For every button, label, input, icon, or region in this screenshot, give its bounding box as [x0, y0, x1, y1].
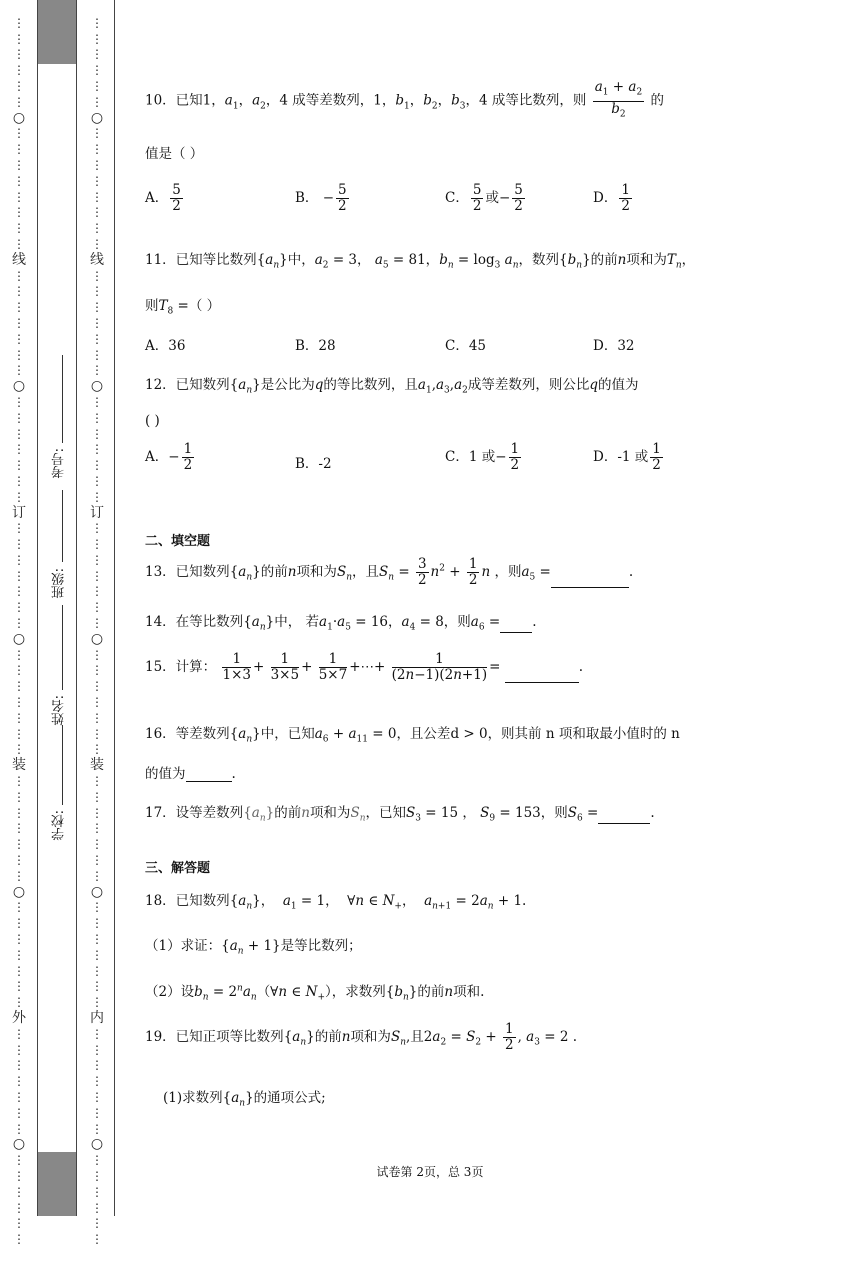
outer-dotted-line: ⋮ ⋮ ⋮ ⋮ ⋮ ⋮ ○ ⋮ ⋮ ⋮ ⋮ ⋮ ⋮ ⋮ ⋮ 线 ⋮ ⋮ ⋮ ⋮ ⋮ ⋮ ⋮ ○ ⋮ ⋮ ⋮ ⋮ ⋮ ⋮ ⋮ 订 ⋮ ⋮ ⋮ ⋮ ⋮ ⋮ ⋮ ○ ⋮ ⋮ ⋮ ⋮ ⋮ ⋮ ⋮ 装 ⋮ ⋮ ⋮ ⋮ ⋮ ⋮ ⋮ ○ ⋮ ⋮ ⋮ ⋮ ⋮ ⋮ ⋮ 外 ⋮ ⋮ ⋮ ⋮ ⋮ ⋮ ⋮ ○ ⋮ ⋮ ⋮ ⋮ ⋮ ⋮: [12, 15, 26, 1247]
q11-option-b: B．28: [295, 338, 336, 354]
field-exam-no: 考号:: [52, 448, 67, 479]
question-16-line2: 的值为 .: [145, 766, 236, 782]
margin-band-bottom: [38, 1152, 76, 1216]
field-school-line: [62, 725, 63, 805]
q10-option-d: D． $\frac{1}{2}$: [593, 182, 630, 214]
question-17: 17．设等差数列$\{a_n\}$的前n项和为$S_n$，已知$S_3 = 15$ ， $S_9 = 153$，则$S_6$ = .: [145, 805, 655, 824]
question-11-line2: 则$T_8$ =（ ）: [145, 298, 221, 317]
question-10-line2: 值是（ ）: [145, 146, 204, 162]
question-13: 13．已知数列$\{a_n\}$的前n项和为$S_n$，且$S_n$ = $\frac{3}{2}$ $n^2$ + $\frac{1}{2}$ n ，则$a_5$ = .: [145, 556, 634, 588]
question-14: 14．在等比数列$\{a_n\}$中， 若$a_1\cdot a_5 = 16$，$a_4 = 8$，则$a_6$ = .: [145, 614, 537, 633]
question-12-line2: ( ): [145, 413, 160, 429]
field-school: 学校:: [52, 810, 67, 841]
question-18-part1: （1）求证：$\{a_n + 1\}$是等比数列；: [145, 938, 362, 957]
question-16: 16．等差数列$\{a_n\}$中，已知$a_6 + a_{11} = 0$，且公差d > 0，则其前 n 项和取最小值时的 n: [145, 726, 680, 745]
question-19: 19．已知正项等比数列$\{a_n\}$的前n项和为$S_n$,且$2a_2 = S_2$ + $\frac{1}{2}$ , $a_3 = 2$ .: [145, 1021, 578, 1053]
question-12: 12．已知数列$\{a_n\}$是公比为q的等比数列，且$a_1,a_3,a_2$成等差数列，则公比q的值为: [145, 377, 639, 396]
margin-band-top: [38, 0, 76, 64]
q10-option-c: C． $\frac{5}{2}$ 或− $\frac{5}{2}$: [445, 182, 523, 214]
question-18-part2: （2）设$b_n$ = $2^na_n(\forall n$ ∈ $N_+$），求数列$\{b_n\}$的前n项和.: [145, 983, 485, 1003]
q12-option-a: A．− $\frac{1}{2}$: [145, 441, 193, 473]
q10-option-b: B． − $\frac{5}{2}$: [295, 182, 347, 214]
field-name: 姓名:: [52, 695, 67, 726]
q10-option-a: A． $\frac{5}{2}$: [145, 182, 181, 214]
q12-option-c: C．1 或− $\frac{1}{2}$: [445, 441, 520, 473]
margin-border-right: [76, 0, 77, 1216]
margin-border-outer: [114, 0, 115, 1216]
inner-dotted-line: ⋮ ⋮ ⋮ ⋮ ⋮ ⋮ ○ ⋮ ⋮ ⋮ ⋮ ⋮ ⋮ ⋮ ⋮ 线 ⋮ ⋮ ⋮ ⋮ ⋮ ⋮ ⋮ ○ ⋮ ⋮ ⋮ ⋮ ⋮ ⋮ ⋮ 订 ⋮ ⋮ ⋮ ⋮ ⋮ ⋮ ⋮ ○ ⋮ ⋮ ⋮ ⋮ ⋮ ⋮ ⋮ 装 ⋮ ⋮ ⋮ ⋮ ⋮ ⋮ ⋮ ○ ⋮ ⋮ ⋮ ⋮ ⋮ ⋮ ⋮ 内 ⋮ ⋮ ⋮ ⋮ ⋮ ⋮ ⋮ ○ ⋮ ⋮ ⋮ ⋮ ⋮ ⋮: [90, 15, 104, 1247]
field-exam-no-line: [62, 355, 63, 443]
margin-border-left: [37, 0, 38, 1216]
q12-option-b: B．-2: [295, 456, 332, 472]
section-fill-in-heading: 二、填空题: [145, 534, 211, 549]
section-answer-heading: 三、解答题: [145, 861, 211, 876]
q12-option-d: D．-1 或 $\frac{1}{2}$: [593, 441, 661, 473]
q11-option-c: C．45: [445, 338, 487, 354]
question-15: 15．计算： $\frac{1}{1\times 3}$ + $\frac{1}{3\times 5}$ + $\frac{1}{5\times 7}$ +⋯+ $\frac{1}{(2n-1)(2n+1)}$ = .: [145, 651, 583, 683]
q11-option-a: A．36: [145, 338, 186, 354]
field-class: 班级:: [52, 568, 67, 599]
q11-option-d: D．32: [593, 338, 635, 354]
question-11: 11．已知等比数列$\{a_n\}$中，$a_2 = 3$， $a_5 = 81$，$b_n = \log_3 a_n$，数列$\{b_n\}$的前n项和为$T_n$，: [145, 252, 696, 271]
field-name-line: [62, 605, 63, 690]
question-19-part1: (1)求数列$\{a_n\}$的通项公式;: [163, 1090, 326, 1109]
page-footer: 试卷第 2页，总 3页: [376, 1165, 484, 1179]
question-18: 18．已知数列$\{a_n\}$， $a_1 = 1$， ∀n ∈ $N_+$， $a_{n+1} = 2a_n + 1$.: [145, 893, 527, 912]
binding-margin: [0, 0, 118, 1247]
question-10: 10．已知1，$a_1$，$a_2$，4 成等差数列，1，$b_1$，$b_2$，$b_3$，4 成等比数列，则 $\frac{a_1 + a_2}{b_2}$ 的: [145, 79, 665, 120]
field-class-line: [62, 490, 63, 562]
